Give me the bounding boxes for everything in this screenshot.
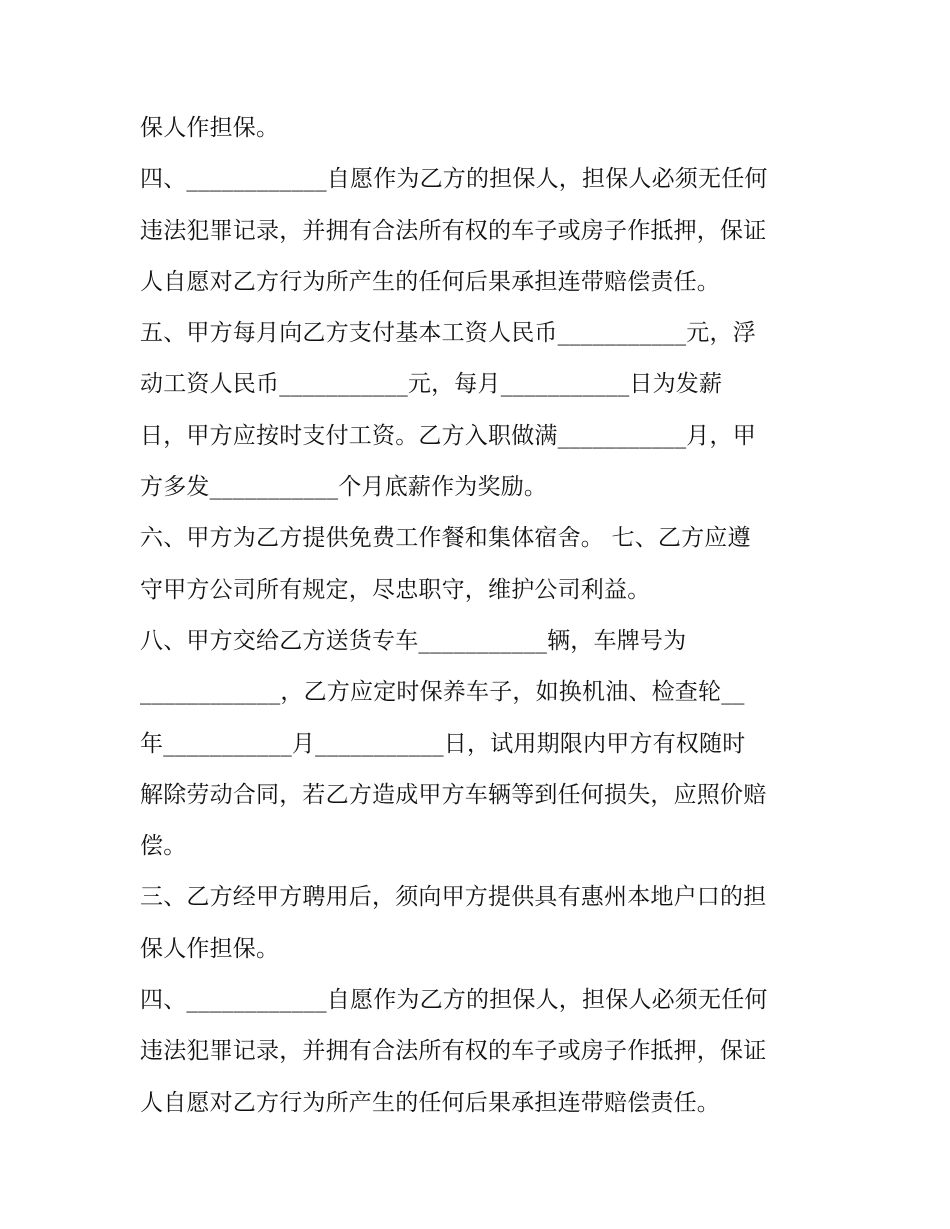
text-line: 三、乙方经甲方聘用后，须向甲方提供具有惠州本地户口的担 xyxy=(140,884,767,911)
text-line: 人自愿对乙方行为所产生的任何后果承担连带赔偿责任。 xyxy=(140,1089,720,1116)
text-line: 四、____________自愿作为乙方的担保人，担保人必须无任何 xyxy=(140,987,768,1014)
text-line: 方多发___________个月底薪作为奖励。 xyxy=(140,474,548,501)
text-line: 守甲方公司所有规定，尽忠职守，维护公司利益。 xyxy=(140,576,651,603)
text-line: 五、甲方每月向乙方支付基本工资人民币___________元，浮 xyxy=(140,320,756,347)
text-line: 六、甲方为乙方提供免费工作餐和集体宿舍。 七、乙方应遵 xyxy=(140,525,751,552)
text-line: 年___________月___________日，试用期限内甲方有权随时 xyxy=(140,730,746,757)
text-line: 违法犯罪记录，并拥有合法所有权的车子或房子作抵押，保证 xyxy=(140,1038,767,1065)
text-line: 保人作担保。 xyxy=(140,115,280,141)
text-line: 解除劳动合同，若乙方造成甲方车辆等到任何损失，应照价赔 xyxy=(140,781,767,808)
text-line: 保人作担保。 xyxy=(140,935,280,962)
text-line: 日，甲方应按时支付工资。乙方入职做满___________月，甲 xyxy=(140,422,756,449)
text-line: 偿。 xyxy=(140,833,187,860)
text-line: 人自愿对乙方行为所产生的任何后果承担连带赔偿责任。 xyxy=(140,268,720,295)
text-line: 违法犯罪记录，并拥有合法所有权的车子或房子作抵押，保证 xyxy=(140,217,767,244)
text-line: 八、甲方交给乙方送货专车___________辆，车牌号为 xyxy=(140,627,687,654)
document-body xyxy=(140,103,820,1129)
text-line: ____________，乙方应定时保养车子，如换机油、检查轮__ xyxy=(140,679,745,706)
text-line: 四、____________自愿作为乙方的担保人，担保人必须无任何 xyxy=(140,166,768,193)
text-line: 动工资人民币___________元，每月___________日为发薪 xyxy=(140,371,723,398)
